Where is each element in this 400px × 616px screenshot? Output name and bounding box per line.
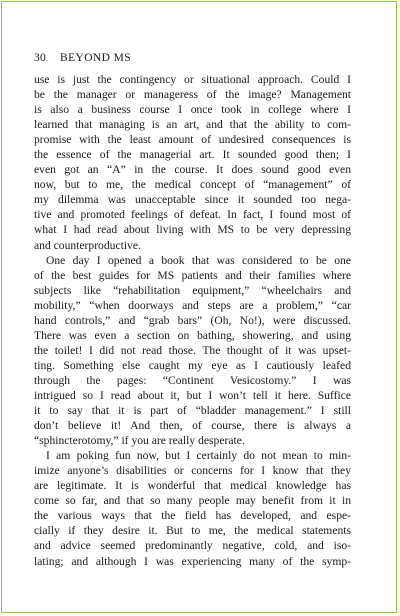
text-line: and counterproductive. [34,238,141,252]
text-line: cially if they desire it. But to me, the medical statements [34,524,351,538]
text-line: it to say that it is part of “bladder management.” I still [34,404,351,418]
text-line: through the pages: “Continent Vesicostomy.” I was [34,373,351,387]
text-line: even got an “A” in the course. It does sound good even [34,163,351,177]
text-line: and advice seemed predominantly negative, cold, and iso- [34,539,351,553]
book-page [1,1,397,613]
text-line: what I had read about living with MS to be very depressing [34,223,351,237]
book-title: BEYOND MS [60,52,132,64]
text-line: now, but to me, the medical concept of “management” of [34,178,351,192]
text-line: be the manager or manageress of the image? Management [34,88,351,102]
text-line: lating; and although I was experiencing many of the symp- [34,554,351,568]
text-line: “sphincterotomy,” if you are really desperate. [34,434,245,448]
text-line: I am poking fun now, but I certainly do not mean to min- [46,449,351,463]
text-line: intrigued so I read about it, but I won’t tell it here. Suffice [34,388,351,402]
text-line: imize anyone’s disabilities or concerns for I know that they [34,464,351,478]
text-line: mobility,” “when doorways and steps are a problem,” “car [34,298,351,312]
text-line: are legitimate. It is wonderful that medical knowledge has [34,479,351,493]
text-line: the various ways that the field has developed, and espe- [34,509,351,523]
text-line: hand controls,” and “grab bars” (Oh, No!), were discussed. [34,313,351,327]
text-line: my dilemma was unacceptable since it sounded too nega- [34,193,351,207]
text-line: is also a business course I once took in college where I [34,103,351,117]
text-line: come so far, and that so many people may benefit from it in [34,494,351,508]
body-text [34,72,351,569]
text-line: the essence of the managerial art. It sounded good then; I [34,148,351,162]
text-line: tive and promoted feelings of defeat. In fact, I found most of [34,208,351,222]
text-line: ting. Something else caught my eye as I cautiously leafed [34,358,351,372]
running-head [34,52,131,64]
text-line: promise with the least amount of undesired consequences is [34,133,351,147]
text-line: of the best guides for MS patients and their families where [34,268,351,282]
text-line: learned that managing is an art, and that the ability to com- [34,118,351,132]
text-line: use is just the contingency or situational approach. Could I [34,73,351,86]
text-line: subjects like “rehabilitation equipment,” “wheelchairs and [34,283,351,297]
text-line: One day I opened a book that was considered to be one [46,253,351,267]
text-line: the toilet! I did not read those. The thought of it was upset- [34,343,351,357]
text-line: There was even a section on bathing, showering, and using [34,328,351,342]
page-number: 30 [34,52,46,64]
text-line: don’t believe it! And then, of course, there is always a [34,419,351,433]
